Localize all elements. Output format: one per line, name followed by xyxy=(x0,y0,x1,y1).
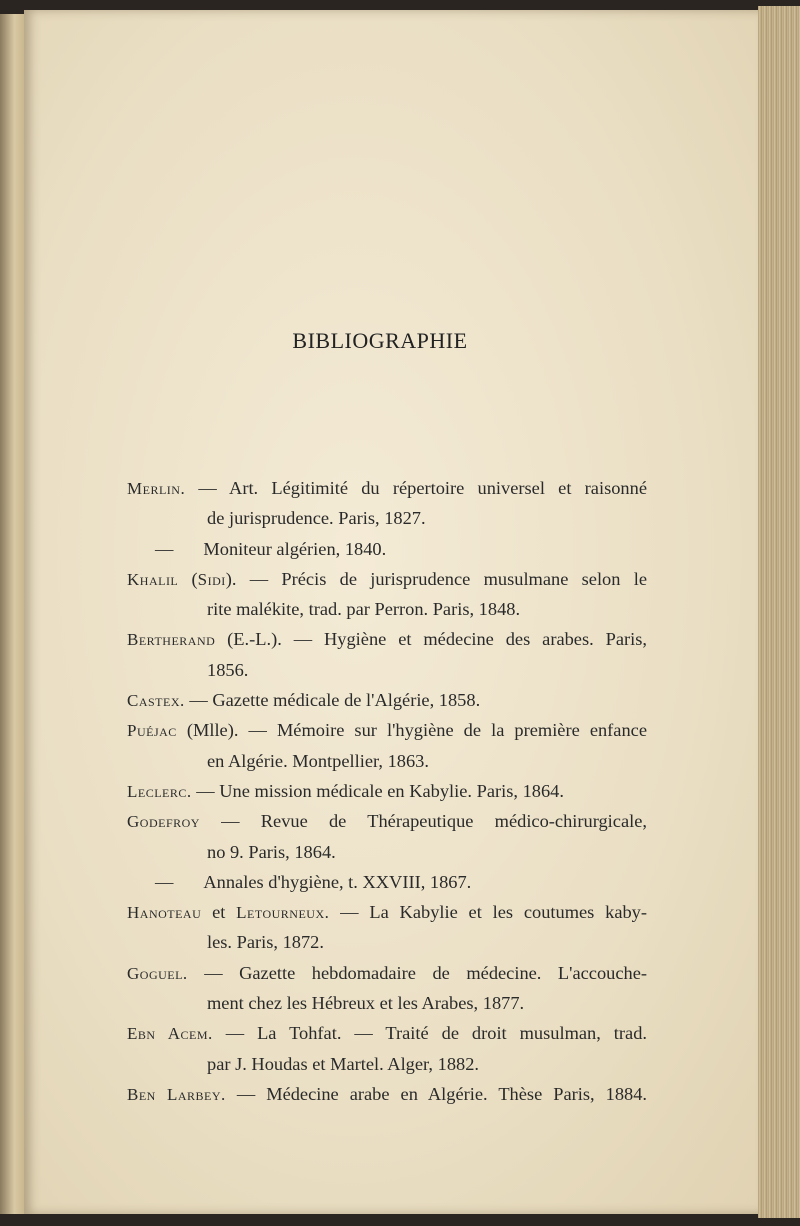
list-item xyxy=(127,1018,647,1048)
entry-author: Ben Larbey. xyxy=(127,1084,226,1104)
list-item xyxy=(127,897,647,927)
entry-author-close: ). xyxy=(225,568,237,589)
list-item xyxy=(127,806,647,836)
entry-text: — Une mission médicale en Kabylie. Paris, 1864. xyxy=(191,780,564,801)
entry-author: Puéjac xyxy=(127,721,177,741)
list-item xyxy=(127,715,647,745)
entry-text: — Revue de Thérapeutique médico-chirurgicale, xyxy=(199,811,647,832)
entry-text: (Mlle). — Mémoire sur l'hygiène de la première enfance xyxy=(176,720,647,741)
entry-text: — La Kabylie et les coutumes kaby- xyxy=(329,902,647,923)
entry-continuation: par J. Houdas et Martel. Alger, 1882. xyxy=(207,1053,479,1074)
list-item xyxy=(127,534,647,564)
entry-author-sub: Sidi xyxy=(197,569,226,589)
entry-author: Godefroy xyxy=(127,812,200,832)
entry-conjunction: et xyxy=(201,902,237,923)
entry-author: Ebn Acem. xyxy=(127,1024,213,1044)
entry-continuation: de jurisprudence. Paris, 1827. xyxy=(207,508,426,529)
entry-author: Leclerc. xyxy=(127,781,192,801)
list-item xyxy=(127,1079,647,1109)
entry-author: Merlin. xyxy=(127,479,186,498)
entry-dash: — xyxy=(155,871,174,892)
entry-text: — La Tohfat. — Traité de droit musulman, trad. xyxy=(212,1023,647,1044)
entry-text: — Médecine arabe en Algérie. Thèse Paris, 1884. xyxy=(225,1083,648,1104)
book-page xyxy=(24,10,760,1214)
entry-continuation: les. Paris, 1872. xyxy=(207,932,324,953)
entry-continuation: no 9. Paris, 1864. xyxy=(207,841,336,862)
entry-text: — Gazette médicale de l'Algérie, 1858. xyxy=(184,690,481,711)
entry-author: Castex. xyxy=(127,691,185,711)
list-item xyxy=(127,624,647,654)
entry-dash: — xyxy=(155,538,174,559)
entry-author: Goguel. xyxy=(127,963,188,983)
list-item xyxy=(127,564,647,594)
list-item xyxy=(127,473,647,503)
entry-text: (E.-L.). — Hygiène et médecine des arabes. Paris, xyxy=(215,629,647,650)
entry-author: Hanoteau xyxy=(127,903,202,923)
entry-author: Khalil xyxy=(127,569,179,589)
entry-text: Annales d'hygiène, t. XXVIII, 1867. xyxy=(203,871,472,892)
list-item xyxy=(127,958,647,988)
entry-continuation: en Algérie. Montpellier, 1863. xyxy=(207,750,429,771)
page-title: BIBLIOGRAPHIE xyxy=(292,328,468,353)
entry-text: — Gazette hebdomadaire de médecine. L'accouche- xyxy=(187,962,647,983)
list-item xyxy=(127,867,647,897)
entry-continuation: rite malékite, trad. par Perron. Paris, 1848. xyxy=(207,599,521,620)
list-item xyxy=(127,776,647,806)
entry-continuation: ment chez les Hébreux et les Arabes, 1877. xyxy=(207,993,525,1014)
entry-author-second: Letourneux. xyxy=(236,903,330,923)
entry-text: — Art. Légitimité du répertoire universel et raisonné xyxy=(185,478,647,498)
entry-author-open: ( xyxy=(178,568,198,589)
list-item xyxy=(127,685,647,715)
left-page-edge xyxy=(0,14,24,1214)
entry-author: Bertherand xyxy=(127,630,216,650)
entry-continuation: 1856. xyxy=(207,659,249,680)
entry-text: Moniteur algérien, 1840. xyxy=(203,538,387,559)
entry-text: — Précis de jurisprudence musulmane selon le xyxy=(236,568,647,589)
right-page-edges xyxy=(758,6,800,1218)
bibliography-list xyxy=(127,473,647,1109)
